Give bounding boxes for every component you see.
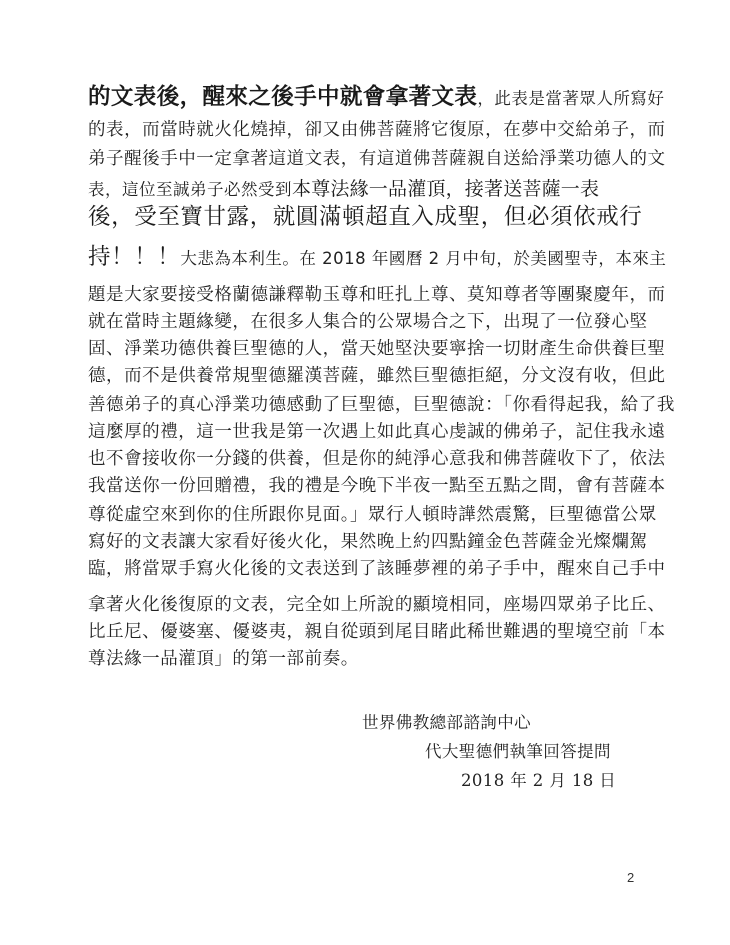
body-text: 表，這位至誠弟子必然受到 <box>88 180 292 199</box>
text-line-7: 題是大家要接受格蘭德謙釋勒玉尊和旺扎上尊、莫知尊者等團聚慶年，而 <box>88 285 666 305</box>
text-line-14: 我當送你一份回贈禮，我的禮是今晚下半夜一點至五點之間，會有菩薩本 <box>88 476 666 496</box>
text-line-18: 拿著火化後復原的文表，完全如上所說的顯境相同，座場四眾弟子比丘、 <box>88 595 666 615</box>
text-line-16: 寫好的文表讓大家看好後火化，果然晚上約四點鐘金色菩薩金光燦爛駕 <box>88 532 648 552</box>
signature-author: 代大聖德們執筆回答提問 <box>425 742 611 761</box>
signature-organization: 世界佛教總部諮詢中心 <box>362 713 531 732</box>
text-line-3: 弟子醒後手中一定拿著這道文表，有這道佛菩薩親自送給淨業功德人的文 <box>88 149 666 169</box>
page-number: 2 <box>627 870 635 885</box>
emphasis-text: 的文表後，醒來之後手中就會拿著文表 <box>88 84 478 110</box>
signature-date: 2018 年 2 月 18 日 <box>461 771 617 790</box>
text-line-4 <box>88 180 599 199</box>
text-line-9: 固、淨業功德供養巨聖德的人，當天她堅決要寧捨一切財產生命供養巨聖 <box>88 339 666 359</box>
text-line-20: 尊法緣一品灌頂」的第一部前奏。 <box>88 649 359 669</box>
text-line-1 <box>88 86 664 109</box>
emphasis-text: 持！！！ <box>88 244 181 270</box>
text-line-10: 德，而不是供養常規聖德羅漢菩薩，雖然巨聖德拒絕，分文沒有收，但此 <box>88 366 666 386</box>
text-line-8: 就在當時主題緣變，在很多人集合的公眾場合之下，出現了一位發心堅 <box>88 312 648 332</box>
emphasis-text: 本尊法緣一品灌頂，接著送菩薩一表 <box>292 178 600 200</box>
text-line-5: 後，受至寶甘露，就圓滿頓超直入成聖，但必須依戒行 <box>88 204 643 230</box>
text-line-2: 的表，而當時就火化燒掉，卻又由佛菩薩將它復原，在夢中交給弟子，而 <box>88 120 666 140</box>
body-text: ，此表是當著眾人所寫好 <box>477 89 665 108</box>
text-line-6 <box>88 246 666 269</box>
text-line-13: 也不會接收你一分錢的供養，但是你的純淨心意我和佛菩薩收下了，依法 <box>88 449 666 469</box>
text-line-12: 這麼厚的禮，這一世我是第一次遇上如此真心虔誠的佛弟子，記住我永遠 <box>88 422 666 442</box>
text-line-19: 比丘尼、優婆塞、優婆夷，親自從頭到尾目睹此稀世難遇的聖境空前「本 <box>88 622 666 642</box>
text-line-15: 尊從虛空來到你的住所跟你見面。」眾行人頓時譁然震驚，巨聖德當公眾 <box>88 505 657 525</box>
body-text: 大悲為本利生。在 2018 年國曆 2 月中旬，於美國聖寺，本來主 <box>180 249 667 268</box>
text-line-17: 臨，將當眾手寫火化後的文表送到了該睡夢裡的弟子手中，醒來自己手中 <box>88 559 666 579</box>
text-line-11: 善德弟子的真心淨業功德感動了巨聖德，巨聖德說：「你看得起我，給了我 <box>88 395 675 415</box>
